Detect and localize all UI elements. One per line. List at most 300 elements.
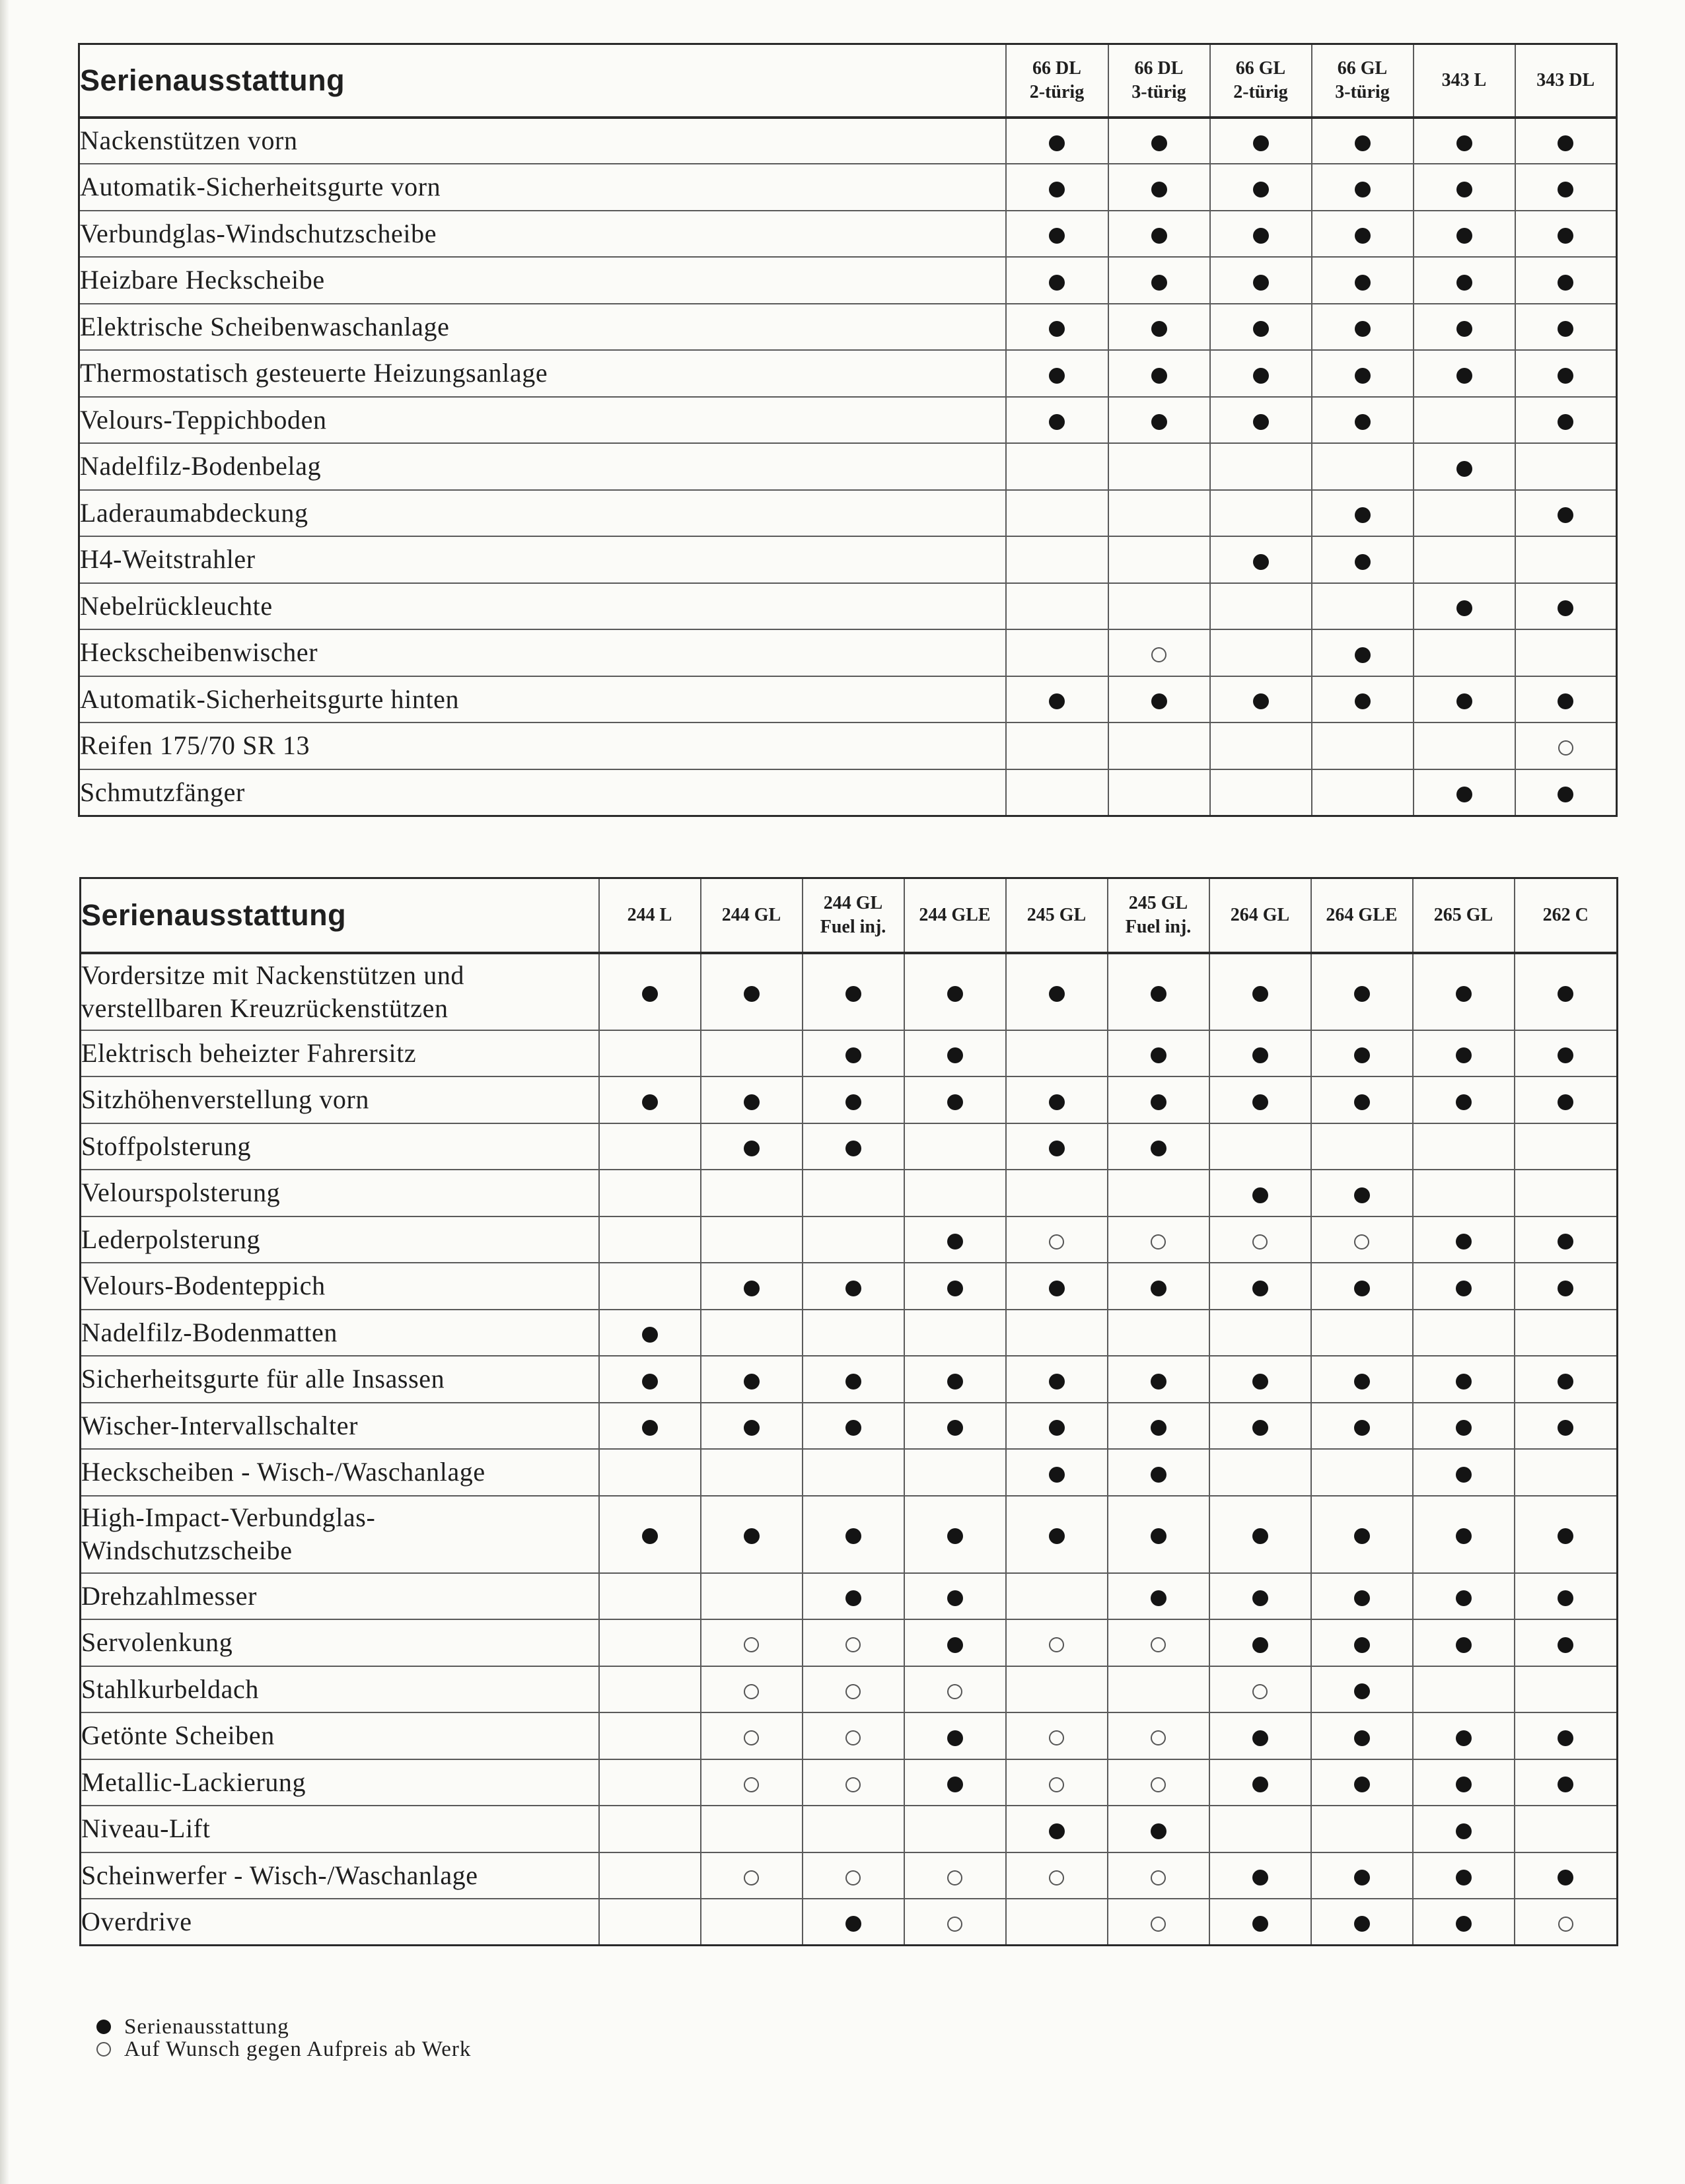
empty-cell bbox=[1108, 769, 1210, 816]
standard-dot-icon bbox=[1414, 304, 1515, 351]
standard-dot-icon bbox=[904, 1619, 1006, 1666]
empty-cell bbox=[1413, 1666, 1515, 1713]
feature-label bbox=[79, 443, 1006, 490]
table-row bbox=[81, 1123, 1618, 1170]
table-row bbox=[79, 257, 1617, 304]
model-header: 66 DL 3-türig bbox=[1108, 44, 1210, 118]
table-row bbox=[81, 1216, 1618, 1263]
optional-circle-icon bbox=[1108, 1712, 1209, 1759]
standard-dot-icon bbox=[1108, 1123, 1209, 1170]
empty-cell bbox=[1209, 1806, 1311, 1852]
optional-circle-icon bbox=[1108, 1216, 1209, 1263]
standard-dot-icon bbox=[1209, 1899, 1311, 1946]
standard-dot-icon bbox=[1414, 676, 1515, 723]
standard-dot-icon bbox=[1515, 164, 1617, 211]
table-row bbox=[79, 676, 1617, 723]
empty-cell bbox=[1006, 536, 1108, 583]
table-row bbox=[81, 1170, 1618, 1216]
standard-dot-icon bbox=[1210, 676, 1312, 723]
feature-label-line: Elektrisch beheizter Fahrersitz bbox=[81, 1038, 417, 1068]
empty-cell bbox=[1108, 443, 1210, 490]
empty-cell bbox=[1108, 722, 1210, 769]
standard-dot-icon bbox=[803, 1076, 904, 1123]
feature-label-line: Heizbare Heckscheibe bbox=[80, 265, 325, 295]
standard-dot-icon bbox=[904, 1263, 1006, 1310]
standard-dot-icon bbox=[1209, 1403, 1311, 1450]
empty-cell bbox=[1515, 1806, 1618, 1852]
standard-dot-icon bbox=[1108, 1573, 1209, 1620]
empty-cell bbox=[1210, 443, 1312, 490]
empty-cell bbox=[701, 1899, 803, 1946]
standard-dot-icon bbox=[1209, 1573, 1311, 1620]
empty-cell bbox=[1413, 1170, 1515, 1216]
standard-dot-icon bbox=[1210, 164, 1312, 211]
standard-dot-icon bbox=[599, 953, 701, 1030]
feature-label-line: Sicherheitsgurte für alle Insassen bbox=[81, 1364, 445, 1394]
standard-dot-icon bbox=[1515, 1403, 1618, 1450]
model-header: 262 C bbox=[1515, 878, 1618, 953]
empty-cell bbox=[599, 1852, 701, 1899]
feature-label-line: Velours-Bodenteppich bbox=[81, 1271, 326, 1301]
table-row bbox=[79, 304, 1617, 351]
empty-cell bbox=[1210, 769, 1312, 816]
empty-cell bbox=[1006, 1573, 1108, 1620]
optional-circle-icon bbox=[1108, 629, 1210, 676]
standard-dot-icon bbox=[599, 1403, 701, 1450]
standard-dot-icon bbox=[803, 1899, 904, 1946]
optional-circle-icon bbox=[904, 1899, 1006, 1946]
feature-label bbox=[79, 769, 1006, 816]
standard-dot-icon bbox=[1413, 1030, 1515, 1077]
standard-dot-icon bbox=[1311, 1666, 1413, 1713]
standard-dot-icon bbox=[1006, 118, 1108, 164]
empty-cell bbox=[599, 1806, 701, 1852]
table-row bbox=[81, 1403, 1618, 1450]
empty-cell bbox=[1210, 629, 1312, 676]
empty-cell bbox=[1515, 629, 1617, 676]
empty-cell bbox=[904, 1806, 1006, 1852]
legend-item-standard bbox=[96, 2016, 471, 2038]
table-row bbox=[79, 629, 1617, 676]
standard-dot-icon bbox=[701, 1403, 803, 1450]
empty-cell bbox=[1209, 1310, 1311, 1356]
standard-dot-icon bbox=[1311, 1852, 1413, 1899]
standard-dot-icon bbox=[1515, 490, 1617, 537]
model-header: 245 GL Fuel inj. bbox=[1108, 878, 1209, 953]
standard-dot-icon bbox=[1413, 1806, 1515, 1852]
standard-dot-icon bbox=[1515, 1619, 1618, 1666]
standard-dot-icon bbox=[1515, 953, 1618, 1030]
standard-dot-icon bbox=[1210, 257, 1312, 304]
filled-dot-icon bbox=[96, 2020, 124, 2034]
standard-dot-icon bbox=[1311, 1170, 1413, 1216]
empty-cell bbox=[701, 1573, 803, 1620]
table-body bbox=[81, 953, 1618, 1946]
model-header: 66 GL 3-türig bbox=[1312, 44, 1414, 118]
empty-cell bbox=[1209, 1449, 1311, 1496]
standard-dot-icon bbox=[1312, 118, 1414, 164]
standard-dot-icon bbox=[701, 1263, 803, 1310]
feature-label bbox=[79, 397, 1006, 444]
empty-cell bbox=[1515, 1170, 1618, 1216]
feature-label-line: Nebelrückleuchte bbox=[80, 590, 273, 621]
table-title: Serienausstattung bbox=[79, 44, 1006, 118]
standard-dot-icon bbox=[1413, 1619, 1515, 1666]
feature-label-line: verstellbaren Kreuzrückenstützen bbox=[81, 993, 448, 1023]
standard-dot-icon bbox=[904, 1076, 1006, 1123]
feature-label-line: Laderaumabdeckung bbox=[80, 497, 308, 528]
empty-cell bbox=[1006, 1030, 1108, 1077]
standard-dot-icon bbox=[1515, 1216, 1618, 1263]
empty-cell bbox=[599, 1216, 701, 1263]
standard-dot-icon bbox=[1414, 118, 1515, 164]
feature-label bbox=[79, 257, 1006, 304]
table-row bbox=[81, 1030, 1618, 1077]
optional-circle-icon bbox=[1515, 722, 1617, 769]
standard-dot-icon bbox=[1210, 118, 1312, 164]
feature-label bbox=[81, 1263, 599, 1310]
standard-dot-icon bbox=[1311, 1496, 1413, 1573]
standard-dot-icon bbox=[803, 1263, 904, 1310]
standard-dot-icon bbox=[1515, 211, 1617, 258]
standard-dot-icon bbox=[803, 1573, 904, 1620]
feature-label-line: Nadelfilz-Bodenmatten bbox=[81, 1317, 338, 1347]
empty-cell bbox=[1006, 583, 1108, 630]
empty-cell bbox=[1515, 1666, 1618, 1713]
feature-label bbox=[79, 164, 1006, 211]
feature-label bbox=[81, 1216, 599, 1263]
standard-dot-icon bbox=[1209, 1852, 1311, 1899]
feature-label-line: Automatik-Sicherheitsgurte hinten bbox=[80, 684, 460, 714]
empty-cell bbox=[904, 1123, 1006, 1170]
optional-circle-icon bbox=[904, 1852, 1006, 1899]
equipment-table-66-343 bbox=[78, 43, 1618, 817]
empty-cell bbox=[1108, 1170, 1209, 1216]
table-row bbox=[79, 164, 1617, 211]
standard-dot-icon bbox=[1006, 350, 1108, 397]
equipment-table-240-260 bbox=[79, 877, 1618, 1946]
standard-dot-icon bbox=[1108, 676, 1210, 723]
table-row bbox=[79, 118, 1617, 164]
standard-dot-icon bbox=[599, 1496, 701, 1573]
empty-cell bbox=[1414, 629, 1515, 676]
empty-cell bbox=[599, 1170, 701, 1216]
standard-dot-icon bbox=[803, 1356, 904, 1403]
standard-dot-icon bbox=[904, 1712, 1006, 1759]
empty-cell bbox=[599, 1030, 701, 1077]
standard-dot-icon bbox=[1515, 1263, 1618, 1310]
feature-label bbox=[81, 1573, 599, 1620]
standard-dot-icon bbox=[1515, 583, 1617, 630]
standard-dot-icon bbox=[1006, 1806, 1108, 1852]
feature-label-line: Getönte Scheiben bbox=[81, 1720, 275, 1751]
empty-cell bbox=[599, 1123, 701, 1170]
standard-dot-icon bbox=[1311, 1759, 1413, 1806]
empty-cell bbox=[1006, 490, 1108, 537]
standard-dot-icon bbox=[1413, 1263, 1515, 1310]
feature-label-line: Niveau-Lift bbox=[81, 1814, 211, 1844]
feature-label bbox=[79, 676, 1006, 723]
standard-dot-icon bbox=[904, 1759, 1006, 1806]
feature-label-line: Windschutzscheibe bbox=[81, 1535, 293, 1565]
standard-dot-icon bbox=[1006, 211, 1108, 258]
standard-dot-icon bbox=[1515, 1759, 1618, 1806]
standard-dot-icon bbox=[1413, 1076, 1515, 1123]
standard-dot-icon bbox=[1311, 1076, 1413, 1123]
standard-dot-icon bbox=[1414, 769, 1515, 816]
feature-label-line: Stahlkurbeldach bbox=[81, 1673, 259, 1704]
empty-cell bbox=[1210, 583, 1312, 630]
standard-dot-icon bbox=[599, 1310, 701, 1356]
empty-cell bbox=[1515, 1310, 1618, 1356]
empty-cell bbox=[599, 1573, 701, 1620]
standard-dot-icon bbox=[1210, 397, 1312, 444]
optional-circle-icon bbox=[1311, 1216, 1413, 1263]
standard-dot-icon bbox=[803, 1123, 904, 1170]
optional-circle-icon bbox=[803, 1759, 904, 1806]
empty-cell bbox=[1108, 536, 1210, 583]
standard-dot-icon bbox=[1413, 953, 1515, 1030]
empty-cell bbox=[1312, 722, 1414, 769]
empty-cell bbox=[599, 1263, 701, 1310]
standard-dot-icon bbox=[1311, 1356, 1413, 1403]
table-row bbox=[81, 1666, 1618, 1713]
legend bbox=[96, 2016, 471, 2061]
empty-cell bbox=[599, 1666, 701, 1713]
empty-cell bbox=[1413, 1123, 1515, 1170]
optional-circle-icon bbox=[701, 1619, 803, 1666]
empty-cell bbox=[803, 1170, 904, 1216]
table-row bbox=[79, 769, 1617, 816]
table-row bbox=[81, 1899, 1618, 1946]
feature-label-line: Drehzahlmesser bbox=[81, 1580, 258, 1611]
standard-dot-icon bbox=[1209, 953, 1311, 1030]
standard-dot-icon bbox=[1414, 443, 1515, 490]
empty-cell bbox=[1311, 1449, 1413, 1496]
optional-circle-icon bbox=[803, 1852, 904, 1899]
legend-label: Serienausstattung bbox=[124, 2015, 289, 2039]
standard-dot-icon bbox=[1108, 1030, 1209, 1077]
standard-dot-icon bbox=[1515, 769, 1617, 816]
model-header: 343 DL bbox=[1515, 44, 1617, 118]
empty-cell bbox=[1311, 1123, 1413, 1170]
standard-dot-icon bbox=[904, 953, 1006, 1030]
table-row bbox=[79, 722, 1617, 769]
standard-dot-icon bbox=[1006, 397, 1108, 444]
standard-dot-icon bbox=[904, 1496, 1006, 1573]
model-header: 264 GL bbox=[1209, 878, 1311, 953]
standard-dot-icon bbox=[1515, 1496, 1618, 1573]
standard-dot-icon bbox=[1006, 1076, 1108, 1123]
table-row bbox=[81, 1076, 1618, 1123]
model-header: 264 GLE bbox=[1311, 878, 1413, 953]
table-row bbox=[79, 397, 1617, 444]
feature-label bbox=[79, 211, 1006, 258]
feature-label-line: Thermostatisch gesteuerte Heizungsanlage bbox=[80, 358, 548, 388]
table-row bbox=[81, 1573, 1618, 1620]
standard-dot-icon bbox=[701, 1356, 803, 1403]
standard-dot-icon bbox=[1414, 211, 1515, 258]
feature-label bbox=[79, 118, 1006, 164]
standard-dot-icon bbox=[1006, 257, 1108, 304]
standard-dot-icon bbox=[1006, 164, 1108, 211]
table-row bbox=[81, 1759, 1618, 1806]
standard-dot-icon bbox=[1108, 304, 1210, 351]
model-header: 244 GL bbox=[701, 878, 803, 953]
feature-label-line: Elektrische Scheibenwaschanlage bbox=[80, 311, 450, 341]
table-header-row bbox=[79, 44, 1617, 118]
page-edge-shadow bbox=[0, 0, 9, 2184]
standard-dot-icon bbox=[1413, 1573, 1515, 1620]
standard-dot-icon bbox=[1210, 350, 1312, 397]
empty-cell bbox=[701, 1030, 803, 1077]
standard-dot-icon bbox=[1312, 211, 1414, 258]
optional-circle-icon bbox=[1006, 1216, 1108, 1263]
standard-dot-icon bbox=[1108, 1449, 1209, 1496]
standard-dot-icon bbox=[1108, 1403, 1209, 1450]
feature-label-line: Scheinwerfer - Wisch-/Waschanlage bbox=[81, 1860, 478, 1890]
optional-circle-icon bbox=[1515, 1899, 1618, 1946]
standard-dot-icon bbox=[1006, 1496, 1108, 1573]
feature-label-line: Vordersitze mit Nackenstützen und bbox=[81, 960, 465, 990]
empty-cell bbox=[1210, 722, 1312, 769]
optional-circle-icon bbox=[1108, 1619, 1209, 1666]
feature-label bbox=[81, 1899, 599, 1946]
standard-dot-icon bbox=[1312, 629, 1414, 676]
empty-cell bbox=[1312, 769, 1414, 816]
feature-label-line: Nackenstützen vorn bbox=[80, 125, 298, 156]
standard-dot-icon bbox=[1006, 1123, 1108, 1170]
empty-cell bbox=[701, 1310, 803, 1356]
optional-circle-icon bbox=[701, 1759, 803, 1806]
standard-dot-icon bbox=[1414, 257, 1515, 304]
optional-circle-icon bbox=[1209, 1216, 1311, 1263]
standard-dot-icon bbox=[1515, 304, 1617, 351]
empty-cell bbox=[803, 1216, 904, 1263]
empty-cell bbox=[599, 1712, 701, 1759]
standard-dot-icon bbox=[1311, 1619, 1413, 1666]
standard-dot-icon bbox=[1108, 164, 1210, 211]
standard-dot-icon bbox=[1311, 1899, 1413, 1946]
feature-label-line: Reifen 175/70 SR 13 bbox=[80, 730, 310, 761]
model-header: 244 L bbox=[599, 878, 701, 953]
optional-circle-icon bbox=[803, 1619, 904, 1666]
table-row bbox=[79, 490, 1617, 537]
empty-cell bbox=[1006, 1170, 1108, 1216]
standard-dot-icon bbox=[1413, 1216, 1515, 1263]
feature-label bbox=[81, 1759, 599, 1806]
feature-label bbox=[79, 722, 1006, 769]
standard-dot-icon bbox=[1312, 397, 1414, 444]
optional-circle-icon bbox=[1006, 1759, 1108, 1806]
feature-label-line: Sitzhöhenverstellung vorn bbox=[81, 1084, 370, 1115]
standard-dot-icon bbox=[1312, 536, 1414, 583]
table-title: Serienausstattung bbox=[81, 878, 599, 953]
standard-dot-icon bbox=[1413, 1712, 1515, 1759]
standard-dot-icon bbox=[701, 953, 803, 1030]
legend-label: Auf Wunsch gegen Aufpreis ab Werk bbox=[124, 2037, 472, 2061]
feature-label bbox=[81, 1666, 599, 1713]
feature-label bbox=[79, 490, 1006, 537]
empty-cell bbox=[1414, 490, 1515, 537]
standard-dot-icon bbox=[1515, 1030, 1618, 1077]
feature-label bbox=[79, 304, 1006, 351]
model-header: 66 GL 2-türig bbox=[1210, 44, 1312, 118]
feature-label-line: Stoffpolsterung bbox=[81, 1131, 252, 1161]
standard-dot-icon bbox=[599, 1356, 701, 1403]
standard-dot-icon bbox=[904, 1403, 1006, 1450]
standard-dot-icon bbox=[701, 1076, 803, 1123]
standard-dot-icon bbox=[904, 1216, 1006, 1263]
feature-label bbox=[81, 1123, 599, 1170]
empty-cell bbox=[803, 1806, 904, 1852]
table-row bbox=[81, 1356, 1618, 1403]
standard-dot-icon bbox=[1311, 953, 1413, 1030]
standard-dot-icon bbox=[904, 1356, 1006, 1403]
feature-label-line: Schmutzfänger bbox=[80, 777, 245, 807]
feature-label bbox=[79, 536, 1006, 583]
standard-dot-icon bbox=[1515, 1076, 1618, 1123]
standard-dot-icon bbox=[1209, 1759, 1311, 1806]
standard-dot-icon bbox=[1108, 1076, 1209, 1123]
optional-circle-icon bbox=[803, 1712, 904, 1759]
standard-dot-icon bbox=[1414, 164, 1515, 211]
standard-dot-icon bbox=[1108, 1806, 1209, 1852]
standard-dot-icon bbox=[599, 1076, 701, 1123]
feature-label-line: H4-Weitstrahler bbox=[80, 544, 256, 575]
standard-dot-icon bbox=[803, 953, 904, 1030]
empty-cell bbox=[1312, 583, 1414, 630]
standard-dot-icon bbox=[1414, 583, 1515, 630]
model-header: 244 GLE bbox=[904, 878, 1006, 953]
empty-cell bbox=[599, 1899, 701, 1946]
empty-cell bbox=[1515, 1123, 1618, 1170]
standard-dot-icon bbox=[1209, 1263, 1311, 1310]
standard-dot-icon bbox=[904, 1030, 1006, 1077]
standard-dot-icon bbox=[1006, 1263, 1108, 1310]
standard-dot-icon bbox=[1311, 1403, 1413, 1450]
standard-dot-icon bbox=[1209, 1030, 1311, 1077]
feature-label-line: Verbundglas-Windschutzscheibe bbox=[80, 218, 437, 248]
standard-dot-icon bbox=[1108, 953, 1209, 1030]
standard-dot-icon bbox=[1413, 1852, 1515, 1899]
feature-label bbox=[81, 1806, 599, 1852]
standard-dot-icon bbox=[1515, 1356, 1618, 1403]
legend-item-optional bbox=[96, 2038, 471, 2061]
standard-dot-icon bbox=[1515, 1573, 1618, 1620]
empty-cell bbox=[904, 1170, 1006, 1216]
standard-dot-icon bbox=[1209, 1712, 1311, 1759]
optional-circle-icon bbox=[701, 1666, 803, 1713]
table-row bbox=[79, 443, 1617, 490]
feature-label-line: Lederpolsterung bbox=[81, 1224, 261, 1254]
standard-dot-icon bbox=[1515, 350, 1617, 397]
empty-cell bbox=[1515, 536, 1617, 583]
standard-dot-icon bbox=[1108, 1263, 1209, 1310]
standard-dot-icon bbox=[1312, 490, 1414, 537]
empty-cell bbox=[701, 1216, 803, 1263]
model-header: 343 L bbox=[1414, 44, 1515, 118]
standard-dot-icon bbox=[1108, 350, 1210, 397]
feature-label-line: Servolenkung bbox=[81, 1627, 233, 1658]
standard-dot-icon bbox=[1108, 1496, 1209, 1573]
standard-dot-icon bbox=[1209, 1619, 1311, 1666]
model-header: 66 DL 2-türig bbox=[1006, 44, 1108, 118]
feature-label-line: Automatik-Sicherheitsgurte vorn bbox=[80, 172, 441, 202]
empty-cell bbox=[1006, 443, 1108, 490]
standard-dot-icon bbox=[1006, 1356, 1108, 1403]
optional-circle-icon bbox=[1108, 1759, 1209, 1806]
